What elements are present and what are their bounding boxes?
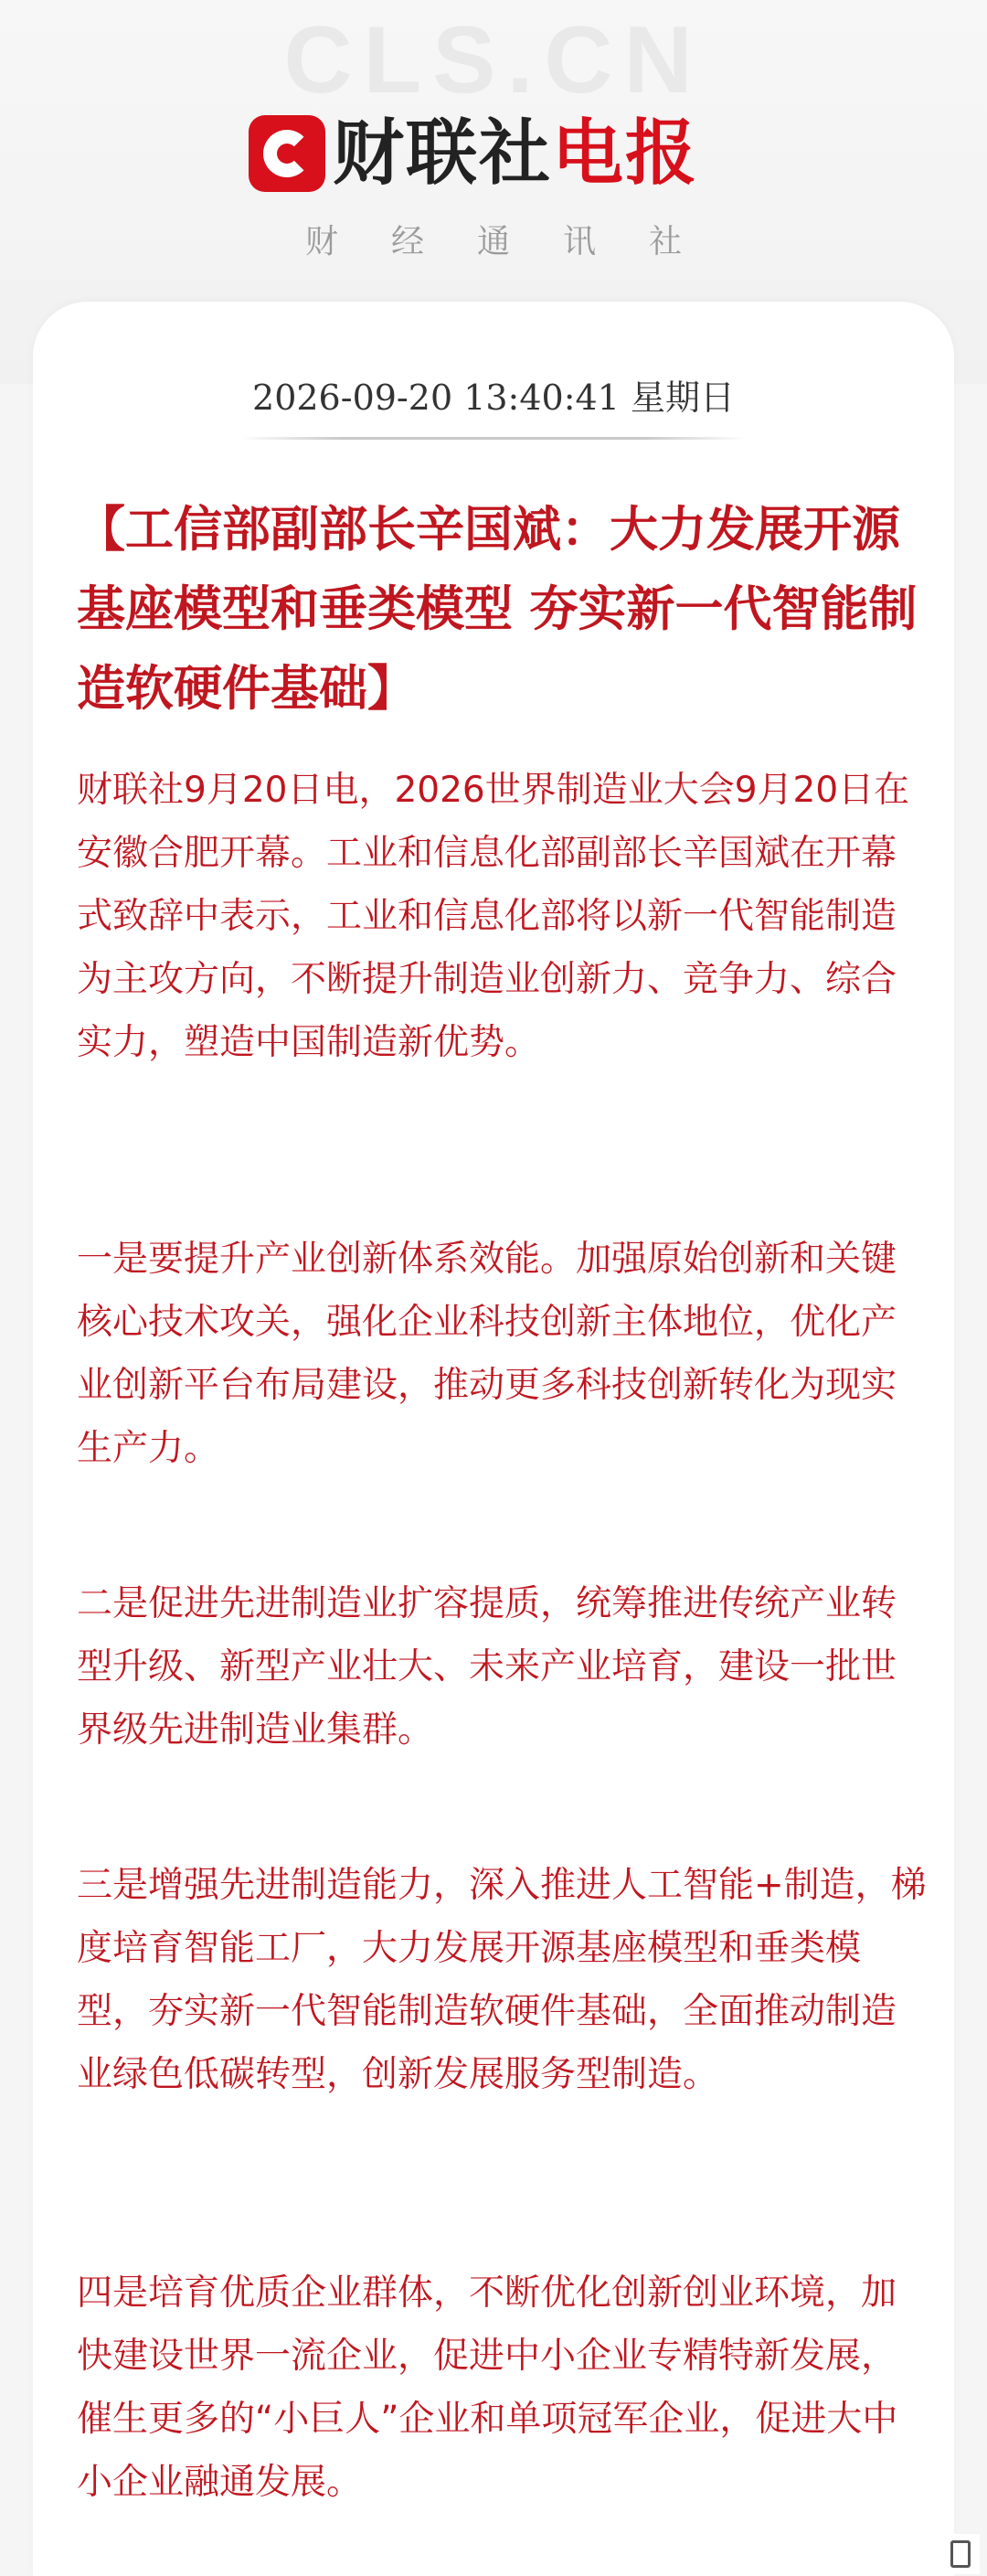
- brand-tagline: 财经通讯社: [304, 223, 735, 261]
- brand-name: [333, 112, 699, 195]
- page-icon: [950, 2540, 971, 2568]
- article-paragraph-4: 三是增强先进制造能力，深入推进人工智能+制造，梯度培育智能工厂，大力发展开源基座模型和垂类模型，夯实新一代智能制造软硬件基础，全面推动制造业绿色低碳转型，创新发展服务型制造。: [77, 1865, 927, 2095]
- article-datetime: 2026-09-20 13:40:41 星期日: [252, 378, 735, 418]
- datetime-divider: [239, 437, 748, 440]
- brand-logo: [249, 112, 699, 195]
- article-paragraph-2: 一是要提升产业创新体系效能。加强原始创新和关键核心技术攻关，强化企业科技创新主体地位，优化产业创新平台布局建设，推动更多科技创新转化为现实生产力。: [77, 1239, 897, 1469]
- view-original-button[interactable]: [822, 2534, 980, 2574]
- article-paragraph-5: 四是培育优质企业群体，不断优化创新创业环境，加快建设世界一流企业，促进中小企业专精特新发展，催生更多的“小巨人”企业和单项冠军企业，促进大中小企业融通发展。: [77, 2273, 898, 2503]
- brand-name-part2: 电报: [552, 112, 699, 195]
- brand-name-part1: 财联社: [333, 112, 553, 195]
- article-headline: 【工信部副部长辛国斌：大力发展开源基座模型和垂类模型 夯实新一代智能制造软硬件基础】: [77, 501, 918, 717]
- article-card: [33, 302, 954, 2576]
- watermark: CLS.CN: [283, 7, 704, 113]
- article-paragraph-3: 二是促进先进制造业扩容提质，统筹推进传统产业转型升级、新型产业壮大、未来产业培育，建设一批世界级先进制造业集群。: [77, 1583, 897, 1751]
- logo-c-icon: [249, 115, 325, 192]
- article-paragraph-1: 财联社9月20日电，2026世界制造业大会9月20日在安徽合肥开幕。工业和信息化部副部长辛国斌在开幕式致辞中表示，工业和信息化部将以新一代智能制造为主攻方向，不断提升制造业创新力、竞争力、综合实力，塑造中国制造新优势。: [77, 770, 910, 1063]
